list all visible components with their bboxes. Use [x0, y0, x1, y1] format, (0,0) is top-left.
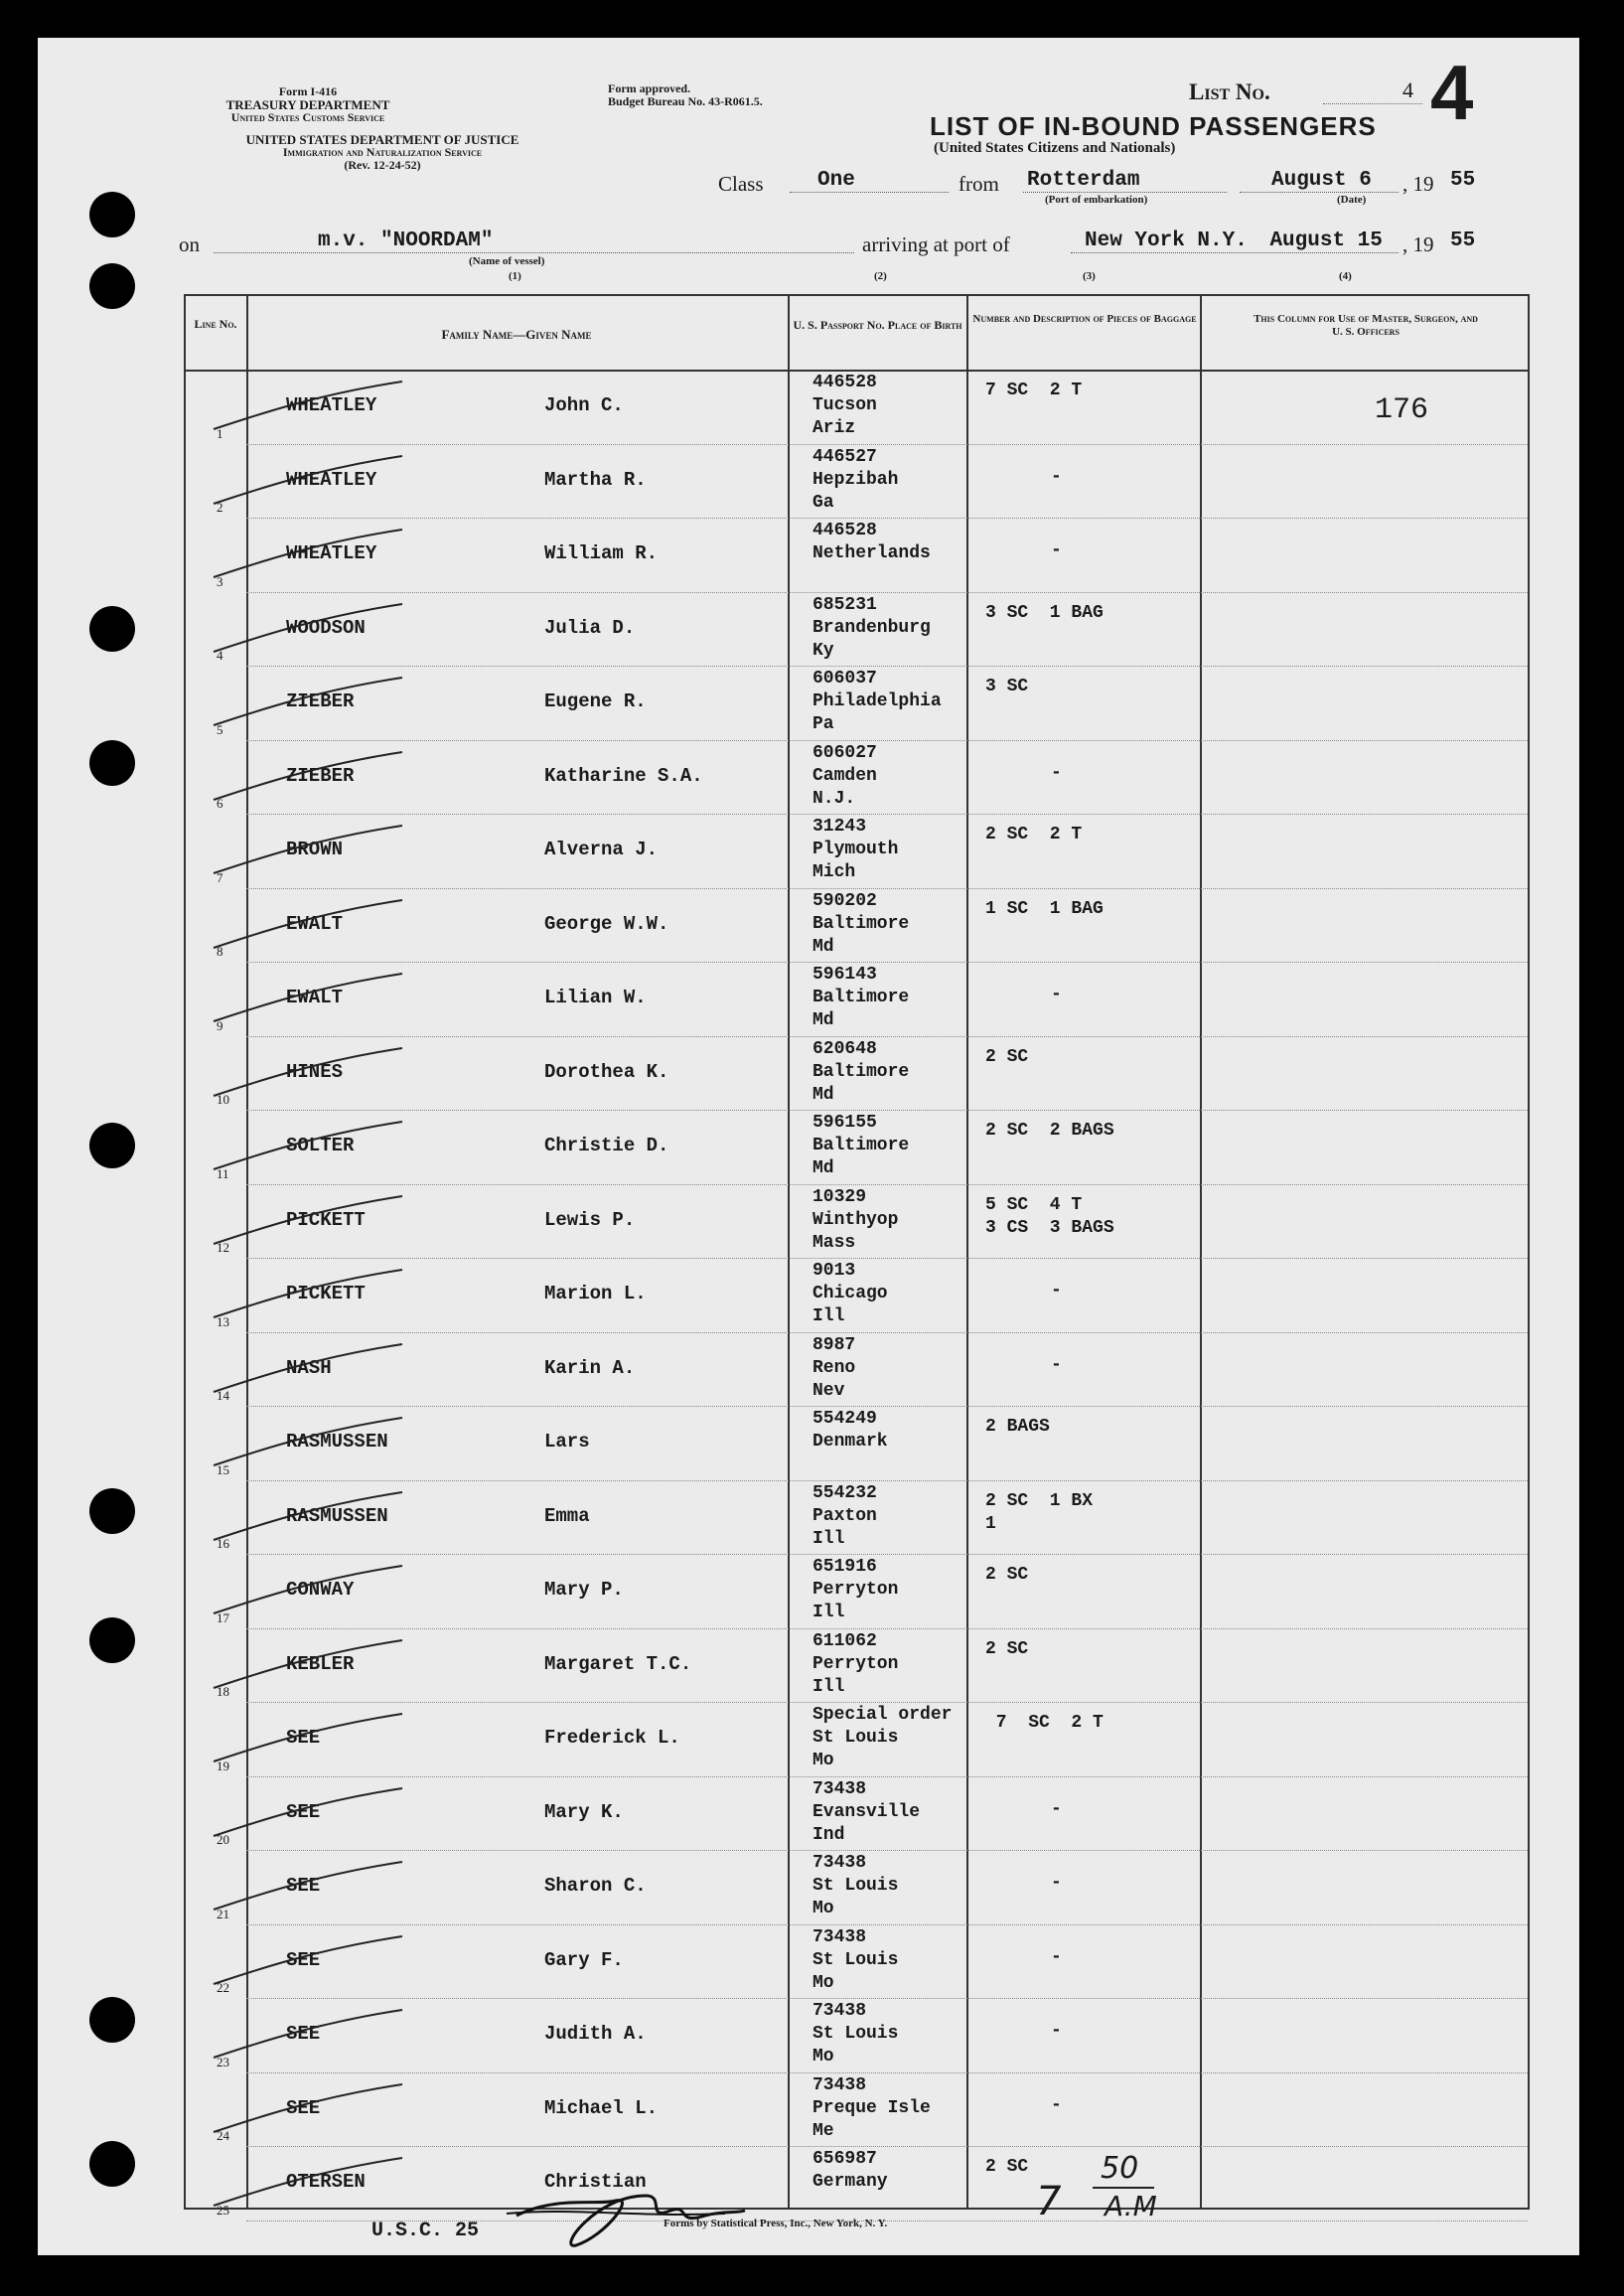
officer-note: 176	[1375, 393, 1429, 427]
family-name: CONWAY	[286, 1579, 355, 1601]
arriving-label: arriving at port of	[862, 232, 1010, 256]
ins-service: Immigration and Naturalization Service	[282, 145, 483, 159]
family-name: OTERSEN	[286, 2171, 366, 2193]
family-name: HINES	[286, 1060, 344, 1083]
row-divider	[246, 1332, 1528, 1334]
family-name: EWALT	[286, 987, 344, 1008]
line-number: 3	[217, 573, 223, 589]
family-name: NASH	[286, 1356, 332, 1379]
passport-birthplace: 656987 Germany	[812, 2149, 888, 2192]
list-no-label: List No.	[1189, 79, 1270, 104]
given-name: Lewis P.	[544, 1208, 636, 1231]
treasury-dept: TREASURY DEPARTMENT	[225, 97, 390, 112]
baggage-description: -	[1051, 1281, 1062, 1301]
check-mark	[209, 1490, 407, 1550]
given-name: Mary K.	[544, 1800, 624, 1823]
check-mark	[209, 1416, 407, 1475]
line-number: 11	[217, 1165, 229, 1181]
binder-hole	[89, 1617, 135, 1663]
list-no-small: 4	[1403, 77, 1413, 102]
page-title: LIST OF IN-BOUND PASSENGERS	[930, 111, 1377, 141]
check-mark	[209, 676, 407, 735]
passport-birthplace: 620648 Baltimore Md	[812, 1038, 910, 1105]
given-name: Dorothea K.	[544, 1060, 669, 1083]
line-number: 18	[217, 1684, 229, 1699]
baggage-description: 2 SC	[985, 2157, 1029, 2177]
line-number: 8	[217, 944, 223, 959]
on-label: on	[179, 232, 200, 256]
family-name: WHEATLEY	[286, 394, 377, 416]
given-name: Katharine S.A.	[544, 764, 703, 787]
binder-hole	[89, 1997, 135, 2043]
line-number: 22	[217, 1980, 229, 1995]
line-number: 5	[217, 721, 223, 737]
baggage-description: 7 SC 2 T	[985, 381, 1083, 400]
baggage-description: -	[1051, 466, 1062, 487]
check-mark	[209, 1120, 407, 1179]
line-number: 19	[217, 1758, 229, 1773]
check-mark	[209, 602, 407, 662]
baggage-description: 2 SC	[985, 1046, 1029, 1067]
baggage-description: -	[1051, 2021, 1062, 2041]
check-mark	[209, 1860, 407, 1919]
family-name: SEE	[286, 1727, 321, 1749]
date-value-text: August 6	[1271, 169, 1372, 192]
baggage-description: -	[1051, 1354, 1062, 1375]
baggage-description: 2 SC 1 BX 1	[985, 1490, 1094, 1534]
page-subtitle: (United States Citizens and Nationals)	[934, 140, 1176, 156]
justice-dept: UNITED STATES DEPARTMENT OF JUSTICE	[245, 132, 519, 147]
arrival-year-prefix: , 19	[1403, 232, 1434, 256]
line-number: 4	[217, 648, 223, 663]
passport-birthplace: 446527 Hepzibah Ga	[812, 446, 899, 513]
check-mark	[209, 824, 407, 883]
time-ampm: A.M	[1105, 2190, 1157, 2222]
col-header-baggage: Number and Description of Pieces of Baggage	[972, 313, 1197, 325]
passport-birthplace: 8987 Reno Nev	[812, 1334, 856, 1401]
check-mark	[209, 454, 407, 514]
form-approved	[608, 82, 763, 108]
family-name: SEE	[286, 1800, 321, 1823]
baggage-description: 2 SC	[985, 1638, 1029, 1659]
check-mark	[209, 1342, 407, 1402]
line-number: 2	[217, 500, 223, 515]
form-number: Form I-416	[278, 84, 338, 98]
line-number: 15	[217, 1461, 229, 1477]
family-name: ZIEBER	[286, 764, 355, 787]
check-mark	[209, 1712, 407, 1771]
passport-birthplace: 611062 Perryton Ill	[812, 1630, 899, 1697]
col-divider	[788, 294, 790, 2210]
baggage-description: 2 SC	[985, 1565, 1029, 1585]
binder-hole	[89, 1123, 135, 1168]
line-number: 20	[217, 1832, 229, 1847]
class-value	[790, 169, 949, 193]
justice-info	[184, 133, 581, 172]
baggage-description: -	[1051, 762, 1062, 783]
passport-birthplace: 554232 Paxton Ill	[812, 1482, 877, 1549]
row-divider	[246, 1480, 1528, 1482]
binder-hole	[89, 2141, 135, 2187]
passport-birthplace: 10329 Winthyop Mass	[812, 1186, 899, 1253]
check-mark	[209, 898, 407, 958]
col-number-4: (4)	[1339, 270, 1352, 282]
class-value-text: One	[817, 169, 855, 192]
vessel-name: m.v. "NOORDAM"	[318, 230, 494, 252]
given-name: Judith A.	[544, 2023, 647, 2045]
col-header-passport: U. S. Passport No. Place of Birth	[793, 318, 962, 332]
family-name: SEE	[286, 1875, 321, 1897]
budget-number: Budget Bureau No. 43-R061.5.	[608, 94, 763, 108]
row-divider	[246, 740, 1528, 742]
given-name: Julia D.	[544, 616, 636, 639]
baggage-description: -	[1051, 540, 1062, 560]
time-minute: 50	[1101, 2151, 1139, 2186]
officer-signature	[497, 2166, 755, 2255]
date-value	[1240, 169, 1399, 193]
passport-birthplace: 73438 St Louis Mo	[812, 2001, 899, 2066]
family-name: WHEATLEY	[286, 468, 377, 491]
family-name: RASMUSSEN	[286, 1504, 388, 1527]
form-revision: (Rev. 12-24-52)	[344, 158, 421, 172]
arrival-year: 55	[1450, 230, 1476, 252]
given-name: Alverna J.	[544, 839, 659, 860]
check-mark	[209, 1194, 407, 1254]
line-number: 1	[217, 425, 223, 441]
line-number: 13	[217, 1313, 229, 1329]
given-name: Frederick L.	[544, 1727, 680, 1749]
given-name: Emma	[544, 1504, 590, 1527]
given-name: George W.W.	[544, 912, 669, 935]
baggage-description: 2 SC 2 T	[985, 825, 1083, 844]
baggage-description: 7 SC 2 T	[985, 1713, 1104, 1733]
family-name: KEBLER	[286, 1652, 355, 1675]
passport-birthplace: 73438 Preque Isle Me	[812, 2074, 931, 2141]
customs-service: United States Customs Service	[230, 110, 385, 124]
check-mark	[209, 972, 407, 1031]
passport-birthplace: 606027 Camden N.J.	[812, 742, 877, 809]
check-mark	[209, 750, 407, 810]
list-no-large: 4	[1430, 49, 1474, 136]
baggage-description: -	[1051, 985, 1062, 1004]
baggage-description: 3 SC 1 BAG	[985, 602, 1104, 623]
col-divider	[966, 294, 968, 2210]
binder-hole	[89, 1488, 135, 1534]
col-number-3: (3)	[1083, 270, 1096, 282]
line-number: 24	[217, 2128, 229, 2143]
passport-birthplace: 446528 Netherlands	[812, 521, 931, 563]
from-caption: (Port of embarkation)	[1045, 194, 1148, 206]
family-name: SEE	[286, 2023, 321, 2045]
from-value	[1023, 169, 1227, 193]
given-name: Karin A.	[544, 1356, 636, 1379]
given-name: Marion L.	[544, 1283, 647, 1304]
col-number-1: (1)	[509, 270, 521, 282]
baggage-description: 5 SC 4 T 3 CS 3 BAGS	[985, 1194, 1114, 1238]
arrival-port: New York N.Y.	[1085, 230, 1248, 252]
usc-number: U.S.C. 25	[371, 2219, 480, 2242]
family-name: ZIEBER	[286, 690, 355, 712]
printer-credit: Forms by Statistical Press, Inc., New York, N. Y.	[664, 2218, 888, 2229]
family-name: BROWN	[286, 839, 344, 860]
given-name: Margaret T.C.	[544, 1652, 692, 1675]
given-name: Mary P.	[544, 1579, 624, 1601]
family-name: EWALT	[286, 912, 344, 935]
binder-hole	[89, 192, 135, 237]
line-number: 7	[217, 869, 223, 885]
family-name: WOODSON	[286, 616, 366, 639]
check-mark	[209, 1786, 407, 1846]
form-info	[179, 85, 437, 124]
check-mark	[209, 1638, 407, 1698]
check-mark	[209, 2082, 407, 2142]
col-header-officers: This Column for Use of Master, Surgeon, and U. S. Officers	[1254, 313, 1478, 338]
given-name: Sharon C.	[544, 1875, 647, 1897]
check-mark	[209, 380, 407, 439]
col-divider	[1200, 294, 1202, 2210]
passport-birthplace: 606037 Philadelphia Pa	[812, 669, 942, 734]
given-name: William R.	[544, 542, 659, 564]
line-number: 6	[217, 796, 223, 811]
binder-hole	[89, 606, 135, 652]
line-number: 9	[217, 1017, 223, 1033]
binder-hole	[89, 263, 135, 309]
passport-birthplace: 31243 Plymouth Mich	[812, 817, 899, 882]
line-number: 12	[217, 1240, 229, 1255]
vessel-caption: (Name of vessel)	[469, 255, 545, 267]
time-hour: 7	[1036, 2179, 1062, 2224]
vessel-value	[214, 230, 854, 253]
family-name: WHEATLEY	[286, 542, 377, 564]
line-number: 23	[217, 2054, 229, 2069]
family-name: SOLTER	[286, 1135, 355, 1156]
family-name: PICKETT	[286, 1283, 366, 1304]
line-number: 17	[217, 1609, 229, 1625]
line-number: 25	[217, 2202, 229, 2218]
family-name: SEE	[286, 1948, 321, 1971]
given-name: Gary F.	[544, 1948, 624, 1971]
given-name: Lars	[544, 1431, 590, 1453]
passport-birthplace: 554249 Denmark	[812, 1409, 888, 1452]
col-number-2: (2)	[874, 270, 887, 282]
check-mark	[209, 2008, 407, 2067]
baggage-description: -	[1051, 1873, 1062, 1893]
baggage-description: 2 SC 2 BAGS	[985, 1121, 1114, 1141]
year-value: 55	[1450, 169, 1476, 192]
line-number: 21	[217, 1906, 229, 1921]
time-fraction-bar	[1093, 2187, 1154, 2189]
given-name: John C.	[544, 394, 624, 416]
passport-birthplace: 596143 Baltimore Md	[812, 965, 910, 1030]
baggage-description: -	[1051, 1798, 1062, 1819]
year-prefix: , 19	[1403, 172, 1434, 196]
from-value-text: Rotterdam	[1027, 169, 1140, 192]
family-name: SEE	[286, 2096, 321, 2119]
passport-birthplace: 73438 St Louis Mo	[812, 1853, 899, 1918]
line-number: 10	[217, 1092, 229, 1107]
baggage-description: -	[1051, 1946, 1062, 1967]
arrival-value	[1071, 230, 1399, 253]
given-name: Christie D.	[544, 1135, 669, 1156]
passport-birthplace: 9013 Chicago Ill	[812, 1261, 888, 1326]
check-mark	[209, 1046, 407, 1106]
check-mark	[209, 1268, 407, 1327]
passport-birthplace: 651916 Perryton Ill	[812, 1557, 899, 1622]
given-name: Eugene R.	[544, 690, 647, 712]
passport-birthplace: 685231 Brandenburg Ky	[812, 594, 931, 661]
binder-hole	[89, 740, 135, 786]
given-name: Michael L.	[544, 2096, 659, 2119]
col-header-line: Line No.	[194, 317, 237, 331]
check-mark	[209, 1934, 407, 1994]
check-mark	[209, 1564, 407, 1623]
family-name: PICKETT	[286, 1208, 366, 1231]
passport-birthplace: 590202 Baltimore Md	[812, 890, 910, 957]
from-label: from	[959, 172, 999, 196]
baggage-description: 3 SC	[985, 677, 1029, 696]
col-header-name: Family Name—Given Name	[441, 327, 592, 342]
family-name: RASMUSSEN	[286, 1431, 388, 1453]
line-number: 14	[217, 1388, 229, 1403]
arrival-date: August 15	[1269, 230, 1383, 252]
date-caption: (Date)	[1337, 194, 1367, 206]
baggage-description: 1 SC 1 BAG	[985, 898, 1104, 919]
given-name: Lilian W.	[544, 987, 647, 1008]
check-mark	[209, 2156, 407, 2216]
baggage-description: -	[1051, 2094, 1062, 2115]
check-mark	[209, 528, 407, 587]
given-name: Martha R.	[544, 468, 647, 491]
line-number: 16	[217, 1536, 229, 1551]
class-label: Class	[718, 172, 764, 196]
passport-birthplace: 73438 Evansville Ind	[812, 1778, 921, 1845]
approved-text: Form approved.	[608, 81, 691, 95]
baggage-description: 2 BAGS	[985, 1417, 1050, 1437]
passport-birthplace: 446528 Tucson Ariz	[812, 373, 877, 438]
given-name: Christian	[544, 2171, 647, 2193]
passport-birthplace: Special order St Louis Mo	[812, 1705, 953, 1770]
passport-birthplace: 73438 St Louis Mo	[812, 1926, 899, 1993]
passport-birthplace: 596155 Baltimore Md	[812, 1113, 910, 1178]
